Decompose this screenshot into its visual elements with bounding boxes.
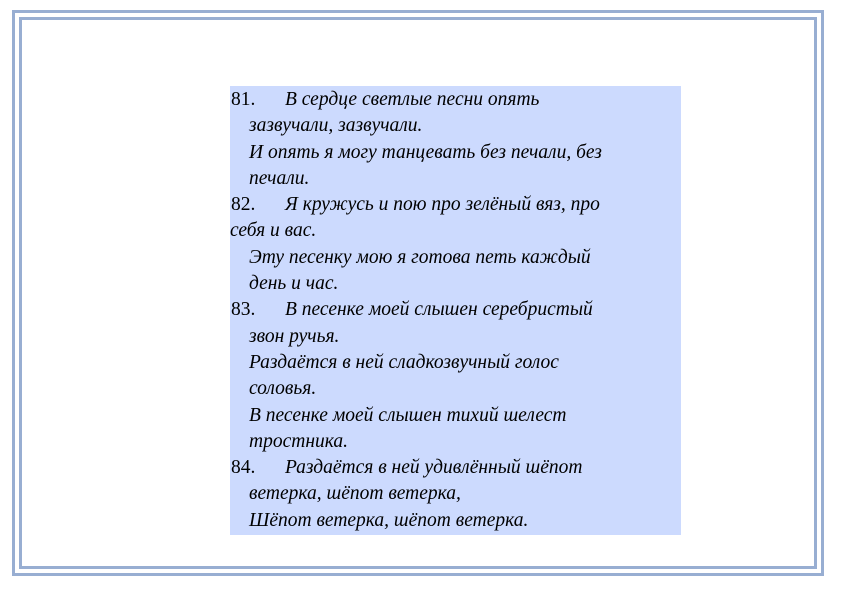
stanza-line: ветерка, шёпот ветерка, [249,483,461,505]
stanza-line: тростника. [249,430,349,452]
stanza-line: соловья. [249,378,317,400]
stanza-number: 82. [231,194,256,216]
stanza-line: И опять я могу танцевать без печали, без [249,141,602,163]
stanza-first-line: В сердце светлые песни опять [285,89,540,110]
stanza-first-line: Я кружусь и пою про зелёный вяз, про [285,194,600,216]
stanza-first-line: Раздаётся в ней удивлённый шёпот [285,457,583,479]
stanza-81 [230,87,681,192]
stanza-number: 84. [231,457,256,479]
stanza-line: Шёпот ветерка, шёпот ветерка. [249,509,529,531]
lyrics-text-box [230,86,681,535]
stanza-first-line-row [230,87,681,113]
stanza-line: себя и вас. [230,220,317,242]
stanza-line: звон ручья. [249,325,340,347]
stanza-83 [230,297,681,455]
stanza-first-line-row [230,192,681,218]
stanza-line: Эту песенку мою я готова петь каждый [249,246,591,268]
stanza-84 [230,455,681,534]
stanza-number: 83. [231,299,256,321]
stanza-line: печали. [249,167,310,189]
stanza-first-line-row [230,455,681,481]
stanza-line: день и час. [249,273,339,295]
stanza-first-line: В песенке моей слышен серебристый [285,299,593,321]
stanza-82 [230,192,681,297]
stanza-first-line-row [230,297,681,323]
stanza-number: 81. [231,89,256,110]
stanza-line: В песенке моей слышен тихий шелест [249,404,567,426]
stanza-line: зазвучали, зазвучали. [249,115,423,137]
stanza-line: Раздаётся в ней сладкозвучный голос [249,351,559,373]
